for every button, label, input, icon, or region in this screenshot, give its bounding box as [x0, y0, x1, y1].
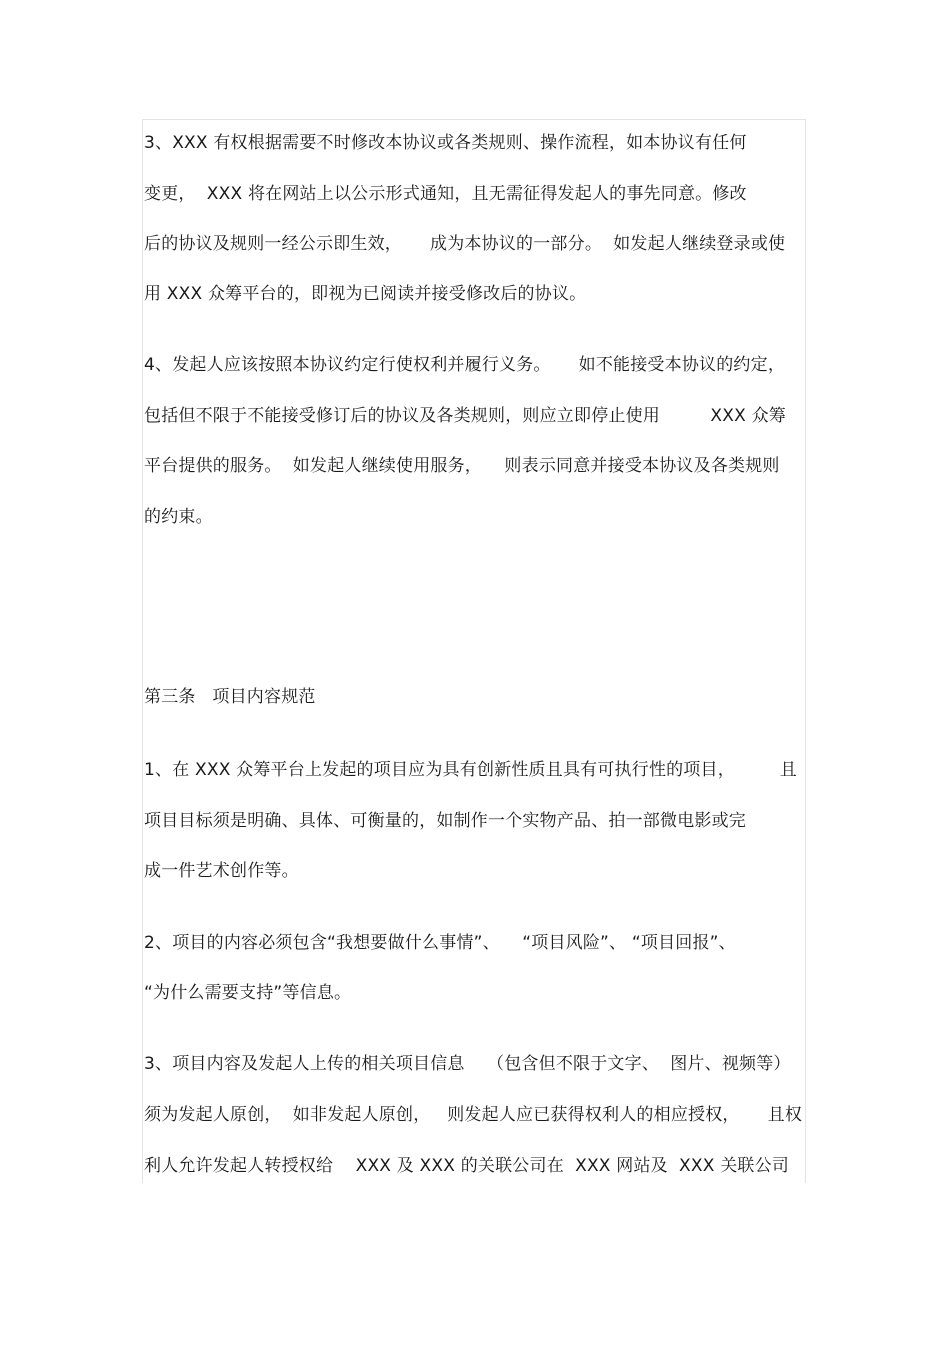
clause-3-line-2: 变更， XXX 将在网站上以公示形式通知，且无需征得发起人的事先同意。修改	[144, 184, 747, 204]
clause-3-line-1: 3、XXX 有权根据需要不时修改本协议或各类规则、操作流程，如本协议有任何	[144, 133, 747, 153]
item-1-line-1: 1、在 XXX 众筹平台上发起的项目应为具有创新性质且具有可执行性的项目， 且	[144, 760, 797, 780]
item-2-line-1: 2、项目的内容必须包含“我想要做什么事情”、 “项目风险”、 “项目回报”、	[144, 933, 736, 953]
clause-4-line-4: 的约束。	[144, 507, 213, 527]
item-1-line-3: 成一件艺术创作等。	[144, 861, 299, 881]
clause-3-line-4: 用 XXX 众筹平台的，即视为已阅读并接受修改后的协议。	[144, 284, 587, 304]
item-3-line-2: 须为发起人原创， 如非发起人原创， 则发起人应已获得权利人的相应授权， 且权	[144, 1105, 803, 1125]
item-3-line-1: 3、项目内容及发起人上传的相关项目信息 （包含但不限于文字、 图片、视频等）	[144, 1054, 791, 1074]
item-2-line-2: “为什么需要支持”等信息。	[144, 983, 352, 1003]
clause-4-line-3: 平台提供的服务。 如发起人继续使用服务， 则表示同意并接受本协议及各类规则	[144, 456, 780, 476]
clause-4-line-2: 包括但不限于不能接受修订后的协议及各类规则，则应立即停止使用 XXX 众筹	[144, 406, 786, 426]
clause-4-line-1: 4、发起人应该按照本协议约定行使权利并履行义务。 如不能接受本协议的约定，	[144, 355, 786, 375]
clause-3-line-3: 后的协议及规则一经公示即生效， 成为本协议的一部分。 如发起人继续登录或使	[144, 234, 786, 254]
item-1-line-2: 项目目标须是明确、具体、可衡量的，如制作一个实物产品、拍一部微电影或完	[144, 811, 746, 831]
section-heading-article-3: 第三条 项目内容规范	[144, 687, 316, 707]
page-frame	[142, 119, 806, 1183]
item-3-line-3: 利人允许发起人转授权给 XXX 及 XXX 的关联公司在 XXX 网站及 XXX 关联公司	[144, 1156, 790, 1176]
